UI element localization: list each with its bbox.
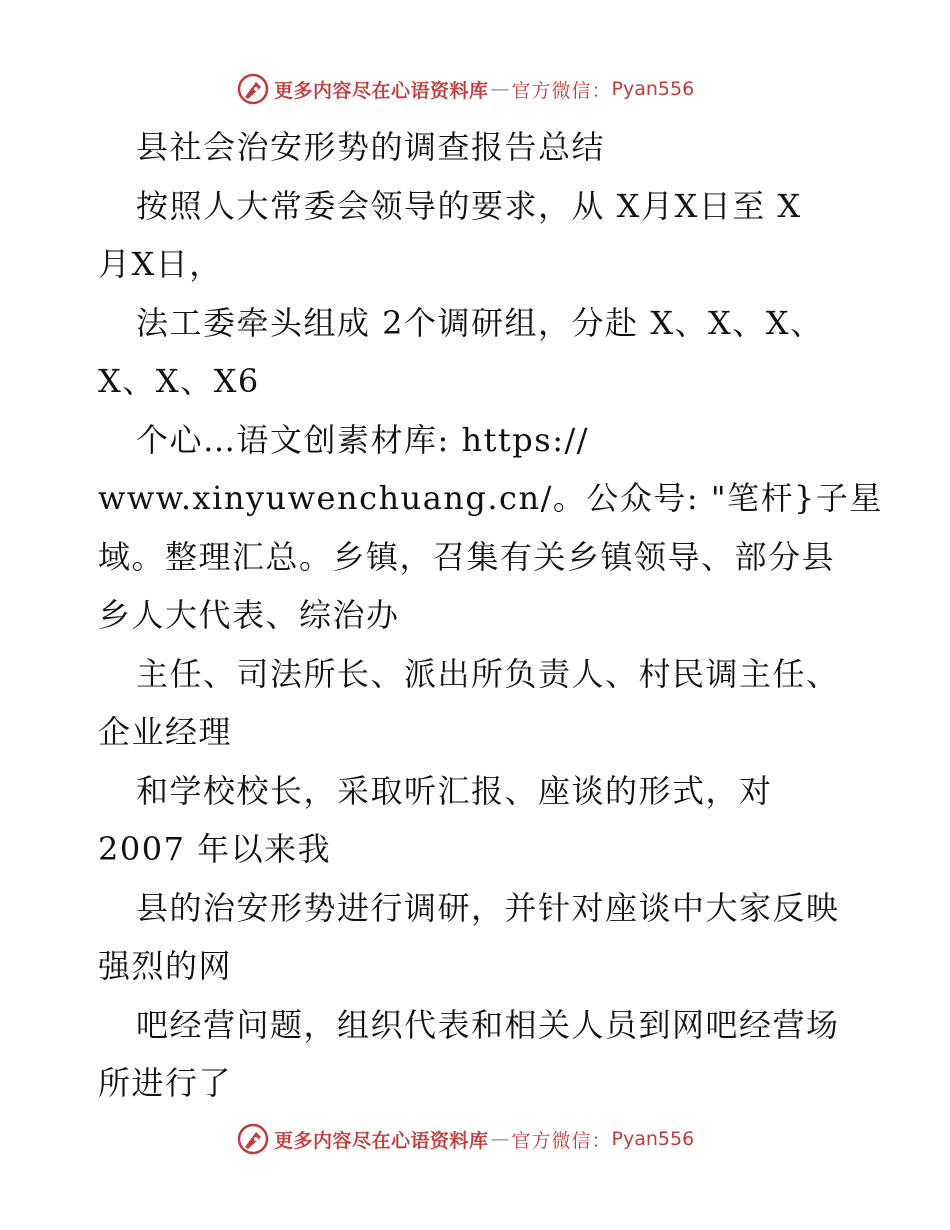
- text-line: 和学校校长，采取听汇报、座谈的形式，对: [136, 771, 773, 810]
- footer-watermark: [236, 1122, 694, 1156]
- text-line: 吧经营问题，组织代表和相关人员到网吧经营场: [136, 1005, 840, 1044]
- watermark-brand: 更多内容尽在心语资料库: [274, 79, 489, 102]
- text-line: 月X日，: [98, 245, 223, 283]
- watermark-wechat-id: Pyan556: [611, 78, 695, 100]
- text-line: 县的治安形势进行调研，并针对座谈中大家反映: [136, 888, 840, 927]
- text-line: 按照人大常委会领导的要求，从 X月X日至 X: [136, 186, 802, 225]
- text-line: 主任、司法所长、派出所负责人、村民调主任、: [136, 654, 840, 693]
- pen-nib-logo-icon: [236, 1122, 270, 1156]
- text-line: 企业经理: [98, 713, 233, 751]
- watermark-wechat-id: Pyan556: [611, 1128, 695, 1150]
- text-line: 个心…语文创素材库: https://: [136, 420, 590, 459]
- watermark-wechat-label: 官方微信：: [511, 1129, 612, 1152]
- watermark-dash: —: [490, 1128, 510, 1150]
- header-watermark: [236, 72, 694, 106]
- document-title: 县社会治安形势的调查报告总结: [136, 128, 606, 166]
- text-line: 所进行了: [98, 1064, 233, 1102]
- text-line: 2007 年以来我: [98, 830, 332, 868]
- text-line: 乡人大代表、综治办: [98, 596, 400, 634]
- text-line: www.xinyuwenchuang.cn/。公众号: "笔杆}子星: [98, 479, 883, 517]
- text-line: 域。整理汇总。乡镇，召集有关乡镇领导、部分县: [98, 537, 836, 576]
- watermark-dash: —: [490, 78, 510, 100]
- text-line: X、X、X6: [98, 362, 260, 400]
- text-line: 法工委牵头组成 2个调研组，分赴 X、X、X、: [136, 303, 824, 342]
- text-line: 强烈的网: [98, 947, 233, 985]
- watermark-brand: 更多内容尽在心语资料库: [274, 1129, 489, 1152]
- document-body: [98, 118, 883, 1113]
- pen-nib-logo-icon: [236, 72, 270, 106]
- watermark-wechat-label: 官方微信：: [511, 79, 612, 102]
